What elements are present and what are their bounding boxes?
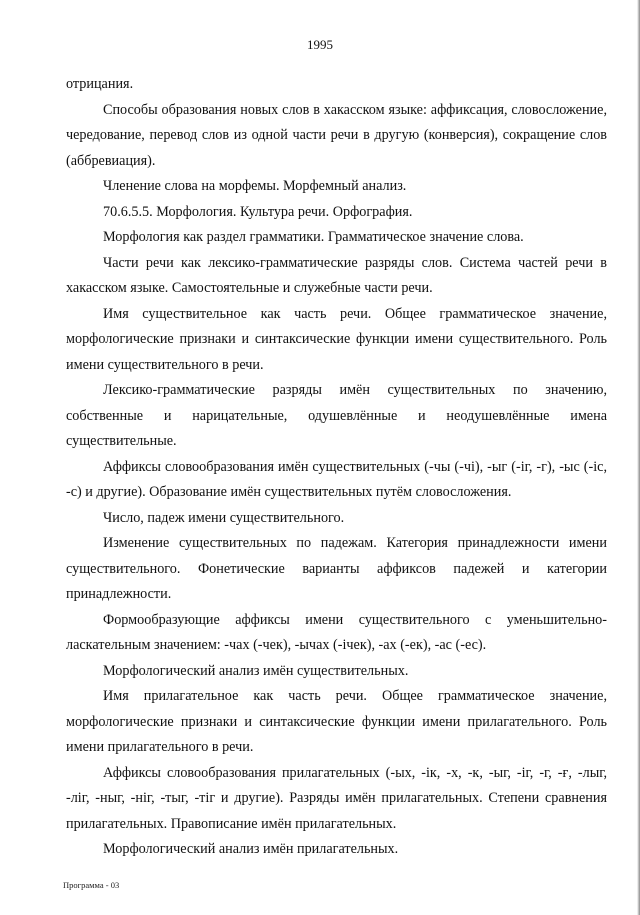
- paragraph: Аффиксы словообразования имён существительных (-чы (-чі), -ыг (-іг, -г), -ыс (-іс, -с) и другие). Образование имён существительных путём словосложения.: [66, 458, 607, 500]
- document-body: [66, 72, 607, 863]
- paragraph: Морфологический анализ имён прилагательных.: [103, 841, 399, 857]
- section-heading: 70.6.5.5. Морфология. Культура речи. Орфография.: [103, 203, 413, 220]
- paragraph: Формообразующие аффиксы имени существительного с уменьшительно-ласкательным значением: -чах (-чек), -ычах (-ічек), -ах (-ек), -ас (-ес).: [66, 611, 607, 653]
- paragraph: Членение слова на морфемы. Морфемный анализ.: [103, 178, 407, 194]
- paragraph: Морфология как раздел грамматики. Грамматическое значение слова.: [103, 229, 524, 245]
- paragraph: Имя прилагательное как часть речи. Общее грамматическое значение, морфологические признаки и синтаксические функции имени прилагательного. Роль имени прилагательного в речи.: [66, 688, 607, 755]
- footer-label: Программа - 03: [63, 880, 120, 890]
- page-number: 1995: [307, 37, 333, 52]
- paragraph: Способы образования новых слов в хакасском языке: аффиксация, словосложение, чередование, перевод слов из одной части речи в другую (конверсия), сокращение слов (аббревиация).: [66, 101, 607, 169]
- paragraph: Имя существительное как часть речи. Общее грамматическое значение, морфологические признаки и синтаксические функции имени существительного. Роль имени существительного в речи.: [66, 305, 607, 373]
- paragraph: Морфологический анализ имён существительных.: [103, 662, 409, 679]
- paragraph: Число, падеж имени существительного.: [103, 509, 345, 526]
- paragraph: Лексико-грамматические разряды имён существительных по значению, собственные и нарицательные, одушевлённые и неодушевлённые имена существительные.: [66, 382, 607, 449]
- paragraph: Аффиксы словообразования прилагательных (-ых, -ік, -х, -к, -ыг, -іг, -г, -ғ, -лыг, -ліг, -ныг, -ніг, -тыг, -тіг и другие). Разряды имён прилагательных. Степени сравнения прилагательных. Правописание имён прилагательных.: [66, 764, 607, 832]
- paragraph: отрицания.: [66, 76, 134, 92]
- paragraph: Изменение существительных по падежам. Категория принадлежности имени существительного. Фонетические варианты аффиксов падежей и категории принадлежности.: [66, 535, 607, 602]
- paragraph: Части речи как лексико-грамматические разряды слов. Система частей речи в хакасском языке. Самостоятельные и служебные части речи.: [66, 254, 607, 296]
